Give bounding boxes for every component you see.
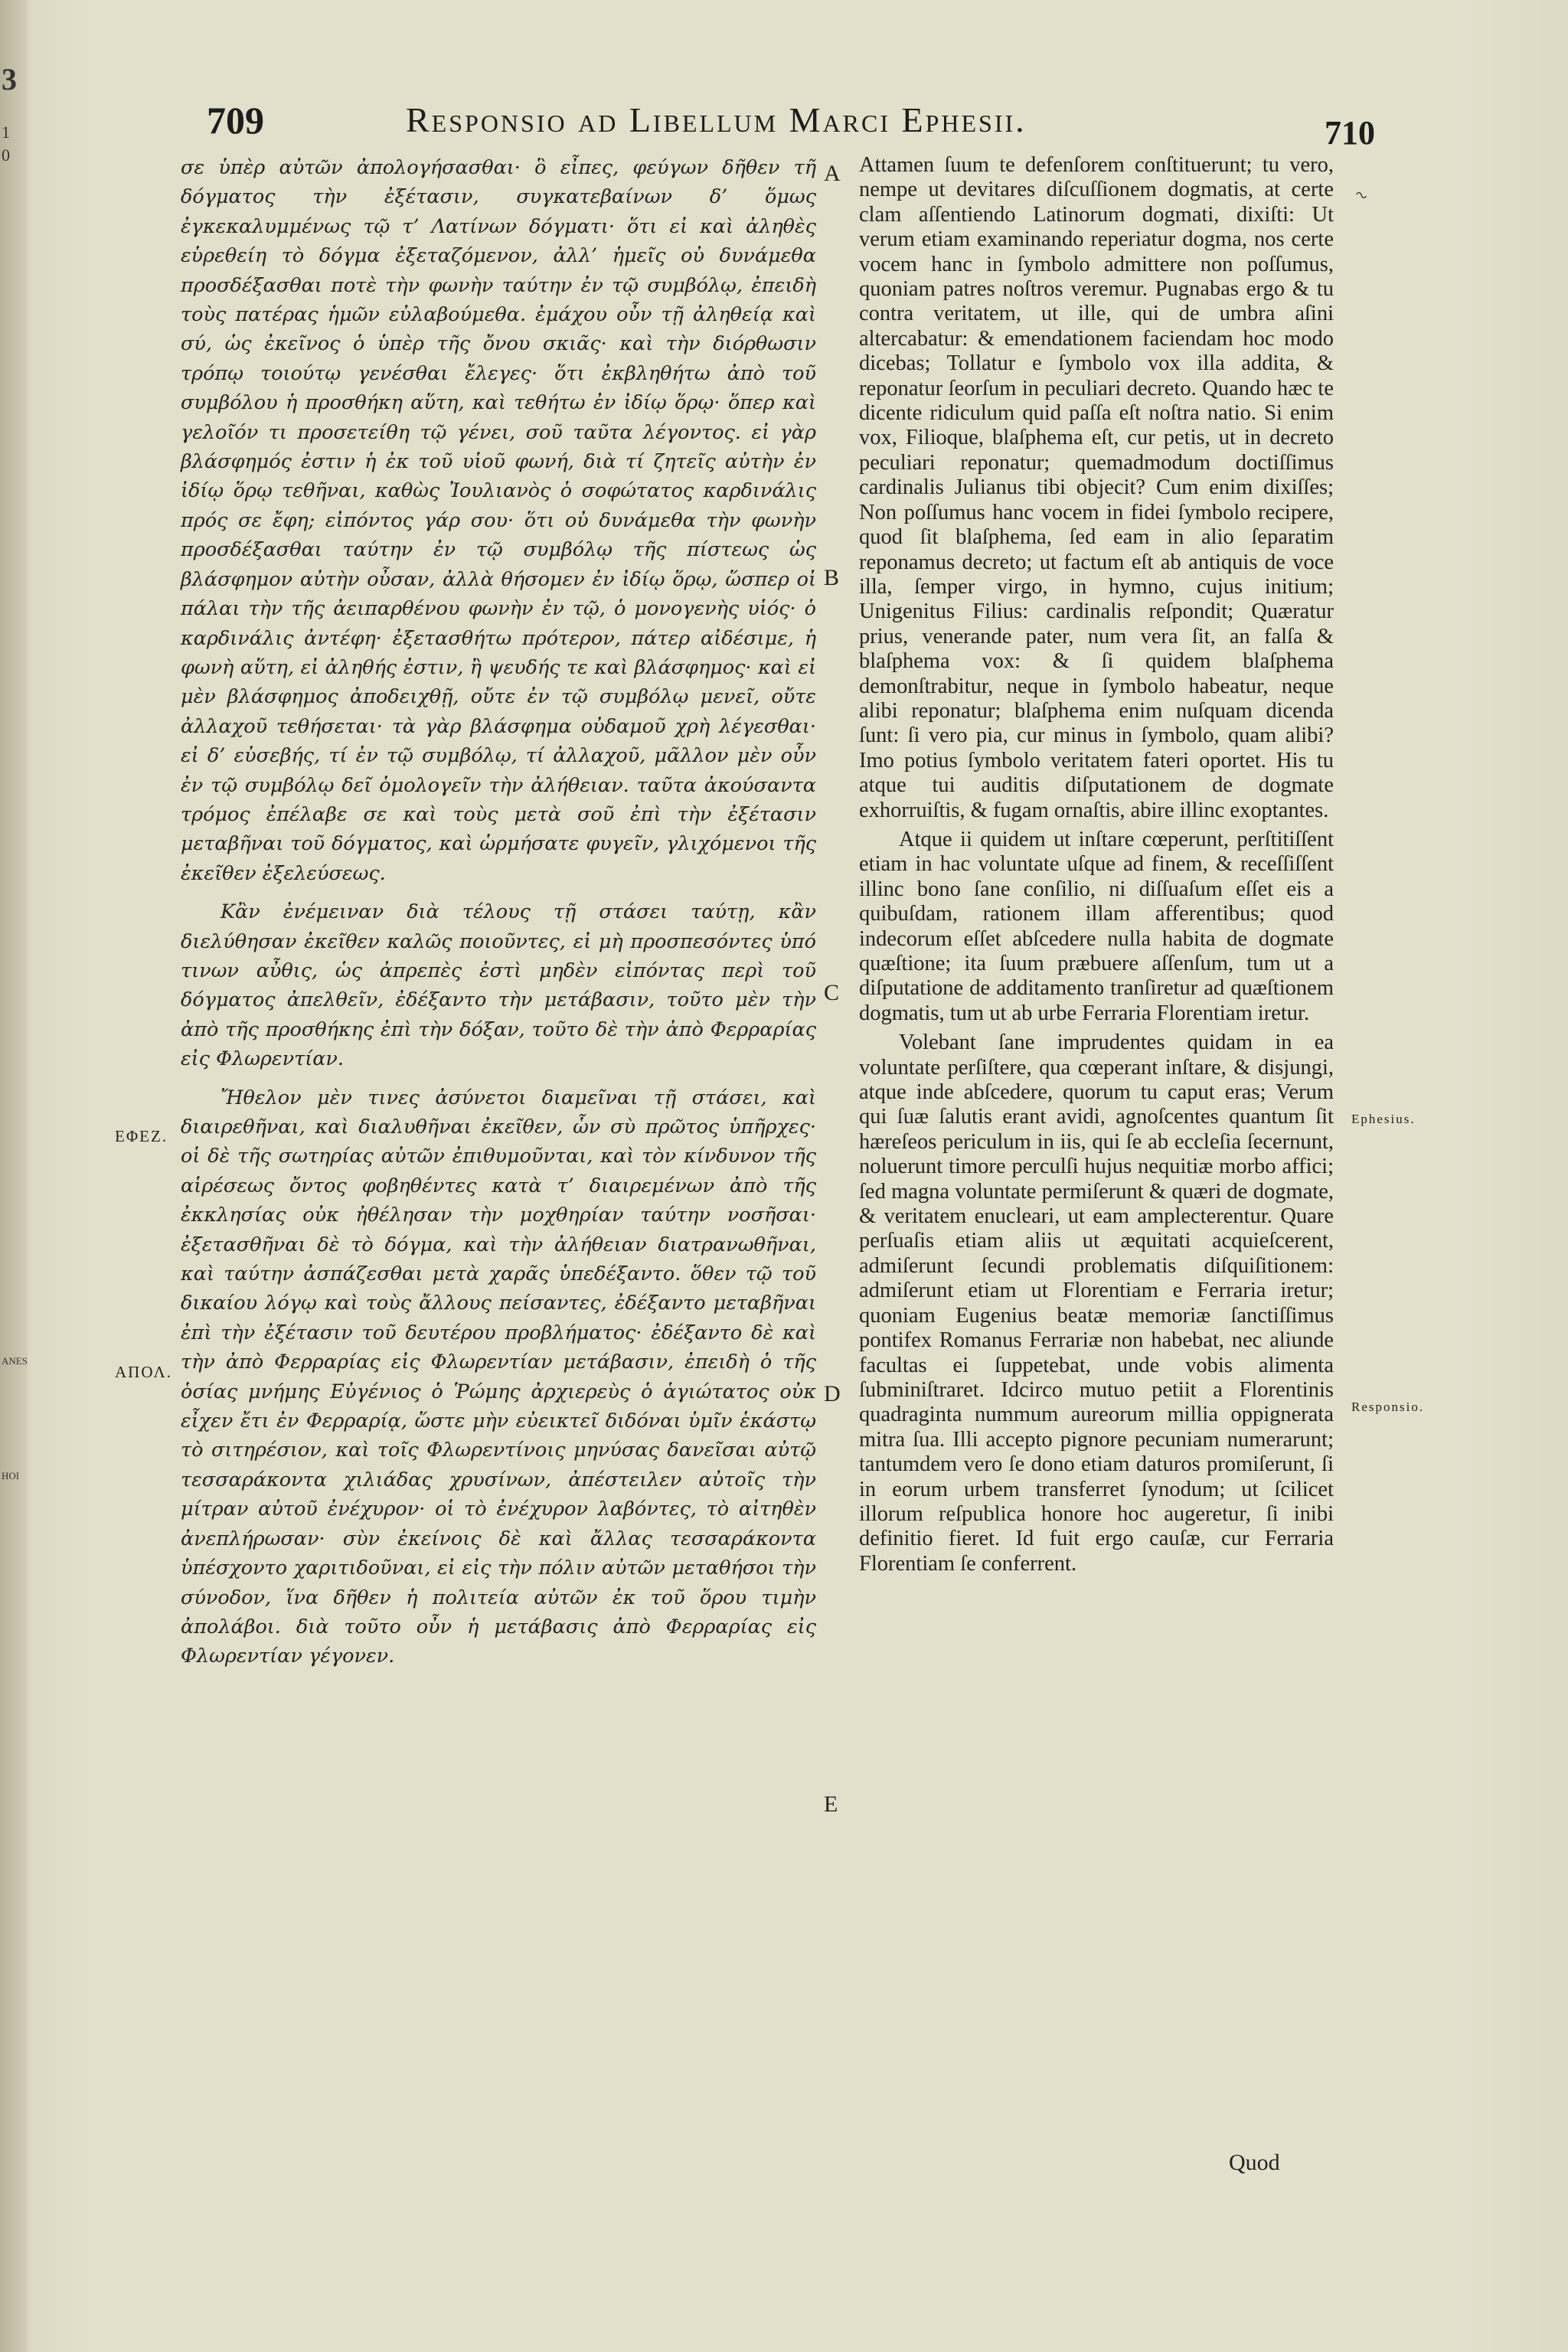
spine-fragment: ANES [2, 1355, 28, 1367]
catchword: Quod [1229, 2150, 1280, 2175]
section-marker: C [824, 980, 840, 1005]
latin-paragraph: Volebant ſane imprudentes quidam in ea voluntate perſiſtere, qua cœperant inſtare, & disjungi, atque inde abſcedere, quorum tu caput eras; Verum qui ſuæ ſalutis erant avidi, agnoſcentes quantum ſit hæreſeos periculum in iis, qui ſe ab eccleſia ſecernunt, noluerunt timore perculſi hujus nequitiæ morbo affici; ſed magna voluntate permiſerunt & quæri de dogmate, & veritatem enucleari, ut eam amplecterentur. Quare perſuaſis etiam aliis ut æquitati acquieſcerent, admiſerunt ſecundi problematis diſquiſitionem: admiſerunt etiam ut Florentiam e Ferraria iretur; quoniam Eugenius beatæ memoriæ ſanctiſſimus pontifex Romanus Ferrariæ non habebat, nec aliunde facultas ei ſuppetebat, unde vobis alimenta ſubminiſtraret. Idcirco mutuo petiit a Florentinis quadraginta nummum aureorum millia oppignerata mitra ſua. Illi accepto pignore pecuniam numerarunt; tantumdem vero ſe dono etiam daturos promiſerunt, ſi in eorum urbem transferret ſynodum; ut ſcilicet illorum reſpublica honore hoc augeretur, ſi inibi definitio fieret. Id fuit ergo cauſæ, cur Ferraria Florentiam ſe conferrent. [859, 1031, 1334, 1576]
latin-paragraph: Atque ii quidem ut inſtare cœperunt, perſtitiſſent etiam in hac voluntate uſque ad finem, & receſſiſſent illinc bono ſane conſilio, ni diſſuaſum eſſet eis a quibuſdam, rationem illam afferentibus; quod indecorum eſſet abſcedere nulla habita de dogmate quæſtione; ita ſuum præbuere aſſenſum, tum ut a diſputatione de additamento tranſiretur ad quæſtionem dogmatis, tum ut ab urbe Ferraria Florentiam iretur. [859, 827, 1334, 1025]
spine-fragment: 0 [2, 145, 10, 165]
section-marker: B [824, 565, 840, 590]
speaker-label-greek: ΕΦΕΖ. [115, 1127, 168, 1145]
latin-paragraph: Attamen ſuum te defenſorem conſtituerunt; tu vero, nempe ut devitares diſcuſſionem dogmatis, at certe clam aſſentiendo Latinorum dogmati, dixiſti: Ut verum etiam examinando reperiatur dogma, nos certe vocem hanc in ſymbolo admittere non poſſumus, quoniam patres noſtros veremur. Pugnabas ergo & tu contra veritatem, ut ille, qui de umbra aſini altercabatur: & emendationem faciendam hoc modo dicebas; Tollatur e ſymbolo vox illa addita, & reponatur ſeorſum in peculiari decreto. Quando hæc te dicente ridiculum quid paſſa eſt noſtra natio. Si enim vox, Filioque, blaſphema eſt, cur petis, ut in decreto peculiari reponatur; quemadmodum doctiſſimus cardinalis Julianus tibi objecit? Cum enim dixiſſes; Non poſſumus hanc vocem in fidei ſymbolo recipere, quod ſit blaſphema, ſed eam in alio ſeparatim reponamus decreto; ut factum eſt ab antiquis de voce illa, ſemper virgo, in hymno, cujus initium; Unigenitus Filius: cardinalis reſpondit; Quæratur prius, venerande pater, num vera ſit, an falſa & blaſphema vox: & ſi quidem blaſphema demonſtrabitur, neque in ſymbolo habeatur, neque alibi reponatur; blaſphema enim nuſquam dicenda ſunt: ſi vero pia, cur minus in ſymbolo, quam alibi? Imo potius ſymbolo veritatem fateri oportet. His tu atque tui auditis diſputationem de dogmate exhorruiſtis, & fugam ornaſtis, abire illinc exoptantes. [859, 153, 1334, 822]
margin-tick-mark: ~ [1350, 182, 1373, 209]
spine-fragment: 1 [2, 122, 10, 142]
page-number-right: 710 [1325, 114, 1375, 152]
spine-fragment: 3 [2, 62, 17, 96]
greek-paragraph: Ἤθελον μὲν τινες ἀσύνετοι διαμεῖναι τῇ στάσει, καὶ διαιρεθῆναι, καὶ διαλυθῆναι ἐκεῖθεν, ὧν σὺ πρῶτος ὑπῆρχες· οἱ δὲ τῆς σωτηρίας αὐτῶν ἐπιθυμοῦνται, καὶ τὸν κίνδυνον τῆς αἱρέσεως ὄντος φοβηθέντες κατὰ τ’ διαιρεμένων ἀπὸ τῆς ἐκκλησίας οὐκ ἠθέλησαν τὴν μοχθηρίαν ταύτην νοσῆσαι· ἐξετασθῆναι δὲ τὸ δόγμα, καὶ τὴν ἀλήθειαν διατρανωθῆναι, καὶ ταύτην ἀσπάζεσθαι μετὰ χαρᾶς ὑπεδέξαντο. ὅθεν τῷ τοῦ δικαίου λόγῳ καὶ τοὺς ἄλλους πείσαντες, ἐδέξαντο μεταβῆναι ἐπὶ τὴν ἐξέτασιν τοῦ δευτέρου προβλήματος· ἐδέξαντο δὲ καὶ τὴν ἀπὸ Φερραρίας εἰς Φλωρεντίαν μετάβασιν, ἐπειδὴ ὁ τῆς ὁσίας μνήμης Εὐγένιος ὁ Ῥώμης ἀρχιερεὺς ὁ ἁγιώτατος οὐκ εἶχεν ἔτι ἐν Φερραρίᾳ, ὥστε μὴν εὐεικτεῖ διδόναι ὑμῖν ἑκάστῳ τὸ σιτηρέσιον, καὶ τοῖς Φλωρεντίνοις μηνύσας δανεῖσαι αὐτῷ τεσσαράκοντα χιλιάδας χρυσίνων, ἀπέστειλεν αὐτοῖς τὴν μίτραν αὐτοῦ ἐνέχυρον· οἱ τὸ ἐνέχυρον λαβόντες, τὸ αἰτηθὲν ἀνεπλήρωσαν· σὺν ἐκείνοις δὲ καὶ ἄλλας τεσσαράκοντα ὑπέσχοντο χαριτιδοῦναι, εἰ εἰς τὴν πόλιν αὐτῶν μεταθήσοι τὴν σύνοδον, ἵνα δῆθεν ἡ πολιτεία αὐτῶν ἐκ τοῦ ὅρου τιμὴν ἀπολάβοι. διὰ τοῦτο οὖν ἡ μετάβασις ἀπὸ Φερραρίας εἰς Φλωρεντίαν γέγονεν. [181, 1086, 816, 1668]
speaker-label-greek: ΑΠΟΛ. [115, 1363, 172, 1381]
speaker-label-latin: Ephesius. [1351, 1112, 1416, 1126]
page-number-left: 709 [207, 99, 264, 142]
speaker-label-latin: Responsio. [1351, 1400, 1425, 1414]
running-title: Responsio ad Libellum Marci Ephesii. [406, 100, 1027, 139]
spine-fragment: HOI [2, 1470, 20, 1481]
latin-column [859, 153, 1334, 1581]
greek-paragraph: Κἂν ἐνέμειναν διὰ τέλους τῇ στάσει ταύτῃ, κἂν διελύθησαν ἐκεῖθεν καλῶς ποιοῦντες, εἰ μὴ προσπεσόντες ὑπό τινων αὖθις, ὡς ἀπρεπὲς ἐστὶ μηδὲν εἰπόντας περὶ τοῦ δόγματος ἀπελθεῖν, ἐδέξαντο τὴν μετάβασιν, τοῦτο μὲν τὴν ἀπὸ τῆς προσθήκης ἐπὶ τὴν δόξαν, τοῦτο δὲ τὴν ἀπὸ Φερραρίας εἰς Φλωρεντίαν. [181, 900, 816, 1071]
section-marker: A [824, 161, 841, 186]
running-header [207, 98, 1375, 152]
section-marker: D [824, 1381, 841, 1406]
greek-paragraph: σε ὑπὲρ αὐτῶν ἀπολογήσασθαι· ὃ εἶπες, φεύγων δῆθεν τῆ δόγματος τὴν ἐξέτασιν, συγκατεβαίνων δ’ ὅμως ἐγκεκαλυμμένως τῷ τ’ Λατίνων δόγματι· ὅτι εἰ καὶ ἀληθὲς εὑρεθείη τὸ δόγμα ἐξεταζόμενον, ἀλλ’ ἡμεῖς οὐ δυνάμεθα προσδέξασθαι ποτὲ τὴν φωνὴν ταύτην ἐν τῷ συμβόλῳ, ἐπειδὴ τοὺς πατέρας ἡμῶν εὐλαβούμεθα. ἐμάχου οὖν τῇ ἀληθείᾳ καὶ σύ, ὡς ἐκεῖνος ὁ ὑπὲρ τῆς ὄνου σκιᾶς· καὶ τὴν διόρθωσιν τρόπῳ τοιούτῳ γενέσθαι ἔλεγες· ὅτι ἐκβληθήτω ἀπὸ τοῦ συμβόλου ἡ προσθήκη αὕτη, καὶ τεθήτω ἐν ἰδίῳ ὅρῳ· ὅπερ καὶ γελοῖόν τι προσετείθη τῷ γένει, σοῦ ταῦτα λέγοντος. εἰ γὰρ βλάσφημός ἐστιν ἡ ἐκ τοῦ υἱοῦ φωνή, διὰ τί ζητεῖς αὐτὴν ἐν ἰδίῳ ὅρῳ τεθῆναι, καθὼς Ἰουλιανὸς ὁ σοφώτατος καρδινάλις πρός σε ἔφη; εἰπόντος γάρ σου· ὅτι οὐ δυνάμεθα τὴν φωνὴν προσδέξασθαι ταύτην ἐν τῷ συμβόλῳ τῆς πίστεως ὡς βλάσφημον αὐτὴν οὖσαν, ἀλλὰ θήσομεν ἐν ἰδίῳ ὅρῳ, ὥσπερ οἱ πάλαι τὴν τῆς ἀειπαρθένου φωνὴν ἐν τῷ, ὁ μονογενὴς υἱός· ὁ καρδινάλις ἀντέφη· ἐξετασθήτω πρότερον, πάτερ αἰδέσιμε, ἡ φωνὴ αὕτη, εἰ ἀληθής ἐστιν, ἢ ψευδής τε καὶ βλάσφημος· καὶ εἰ μὲν βλάσφημος ἀποδειχθῇ, οὔτε ἐν τῷ συμβόλῳ μενεῖ, οὔτε ἀλλαχοῦ τεθήσεται· τὰ γὰρ βλάσφημα οὐδαμοῦ χρὴ λέγεσθαι· εἰ δ’ εὐσεβής, τί ἐν τῷ συμβόλῳ, τί ἀλλαχοῦ, μᾶλλον μὲν οὖν ἐν τῷ συμβόλῳ δεῖ ὁμολογεῖν τὴν ἀλήθειαν. ταῦτα ἀκούσαντα τρόμος ἐπέλαβε σε καὶ τοὺς μετὰ σοῦ ἐπὶ τὴν ἐξέτασιν μεταβῆναι τοῦ δόγματος, καὶ ὡρμήσατε φυγεῖν, γλιχόμενοι τῆς ἐκεῖθεν ἐξελεύσεως. [181, 156, 816, 885]
greek-column [181, 153, 816, 1681]
page-spine-edge [0, 0, 28, 2352]
section-marker: E [824, 1792, 838, 1817]
